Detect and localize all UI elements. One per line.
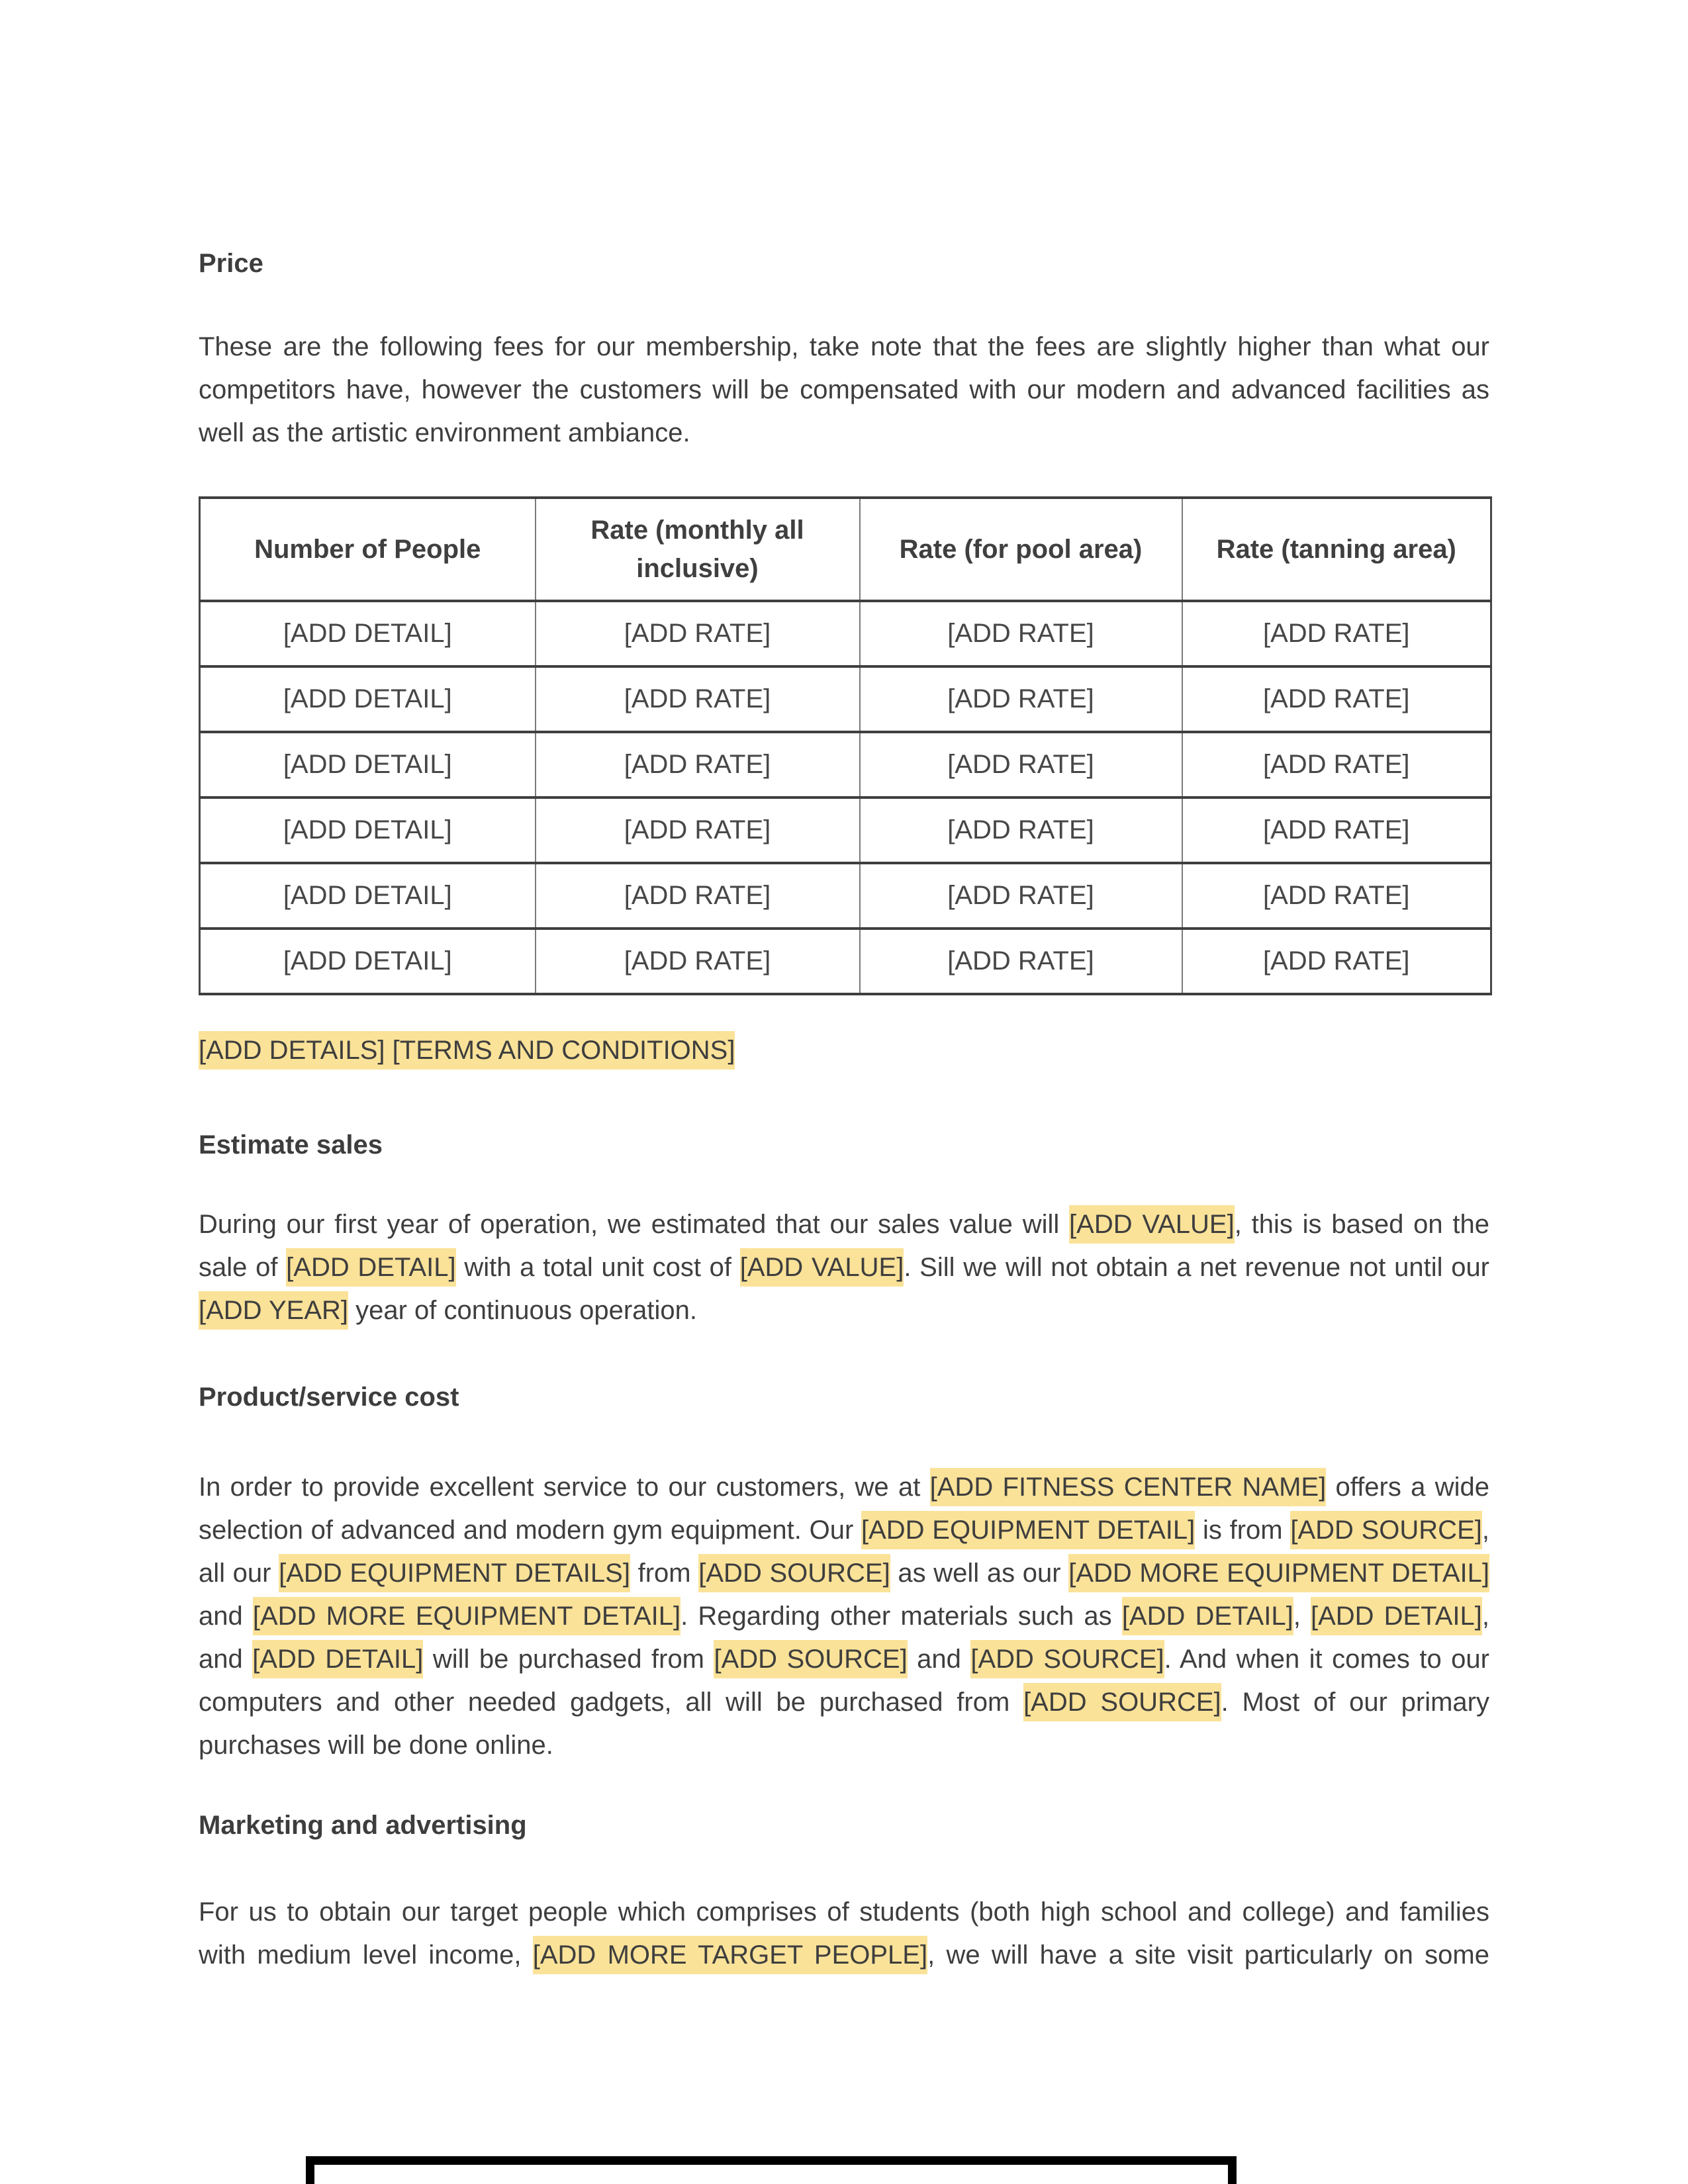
table-cell: [ADD RATE] bbox=[536, 732, 860, 797]
text-segment: is from bbox=[1195, 1516, 1291, 1545]
highlighted-placeholder: [ADD MORE TARGET PEOPLE] bbox=[533, 1936, 927, 1974]
text-segment: , and bbox=[199, 1602, 1489, 1674]
text-segment: and bbox=[907, 1645, 971, 1674]
table-cell: [ADD RATE] bbox=[860, 929, 1182, 994]
table-row bbox=[200, 666, 1491, 732]
highlighted-placeholder: [ADD SOURCE] bbox=[714, 1640, 907, 1678]
table-cell: [ADD RATE] bbox=[1182, 666, 1491, 732]
highlighted-placeholder: [ADD DETAILS] [TERMS AND CONDITIONS] bbox=[199, 1031, 735, 1069]
text-segment: year of continuous operation. bbox=[348, 1296, 698, 1325]
text-segment: . Most of our primary purchases will be done online. bbox=[199, 1688, 1489, 1760]
text-segment: For us to obtain our target people which comprises of students (both high school and college) and families with medium level income, bbox=[199, 1897, 1489, 1970]
column-header-number-of-people: Number of People bbox=[200, 498, 536, 601]
product-service-cost-heading: Product/service cost bbox=[199, 1383, 459, 1412]
highlighted-placeholder: [ADD MORE EQUIPMENT DETAIL] bbox=[1068, 1554, 1489, 1592]
estimate-sales-paragraph bbox=[199, 1203, 1489, 1332]
highlighted-placeholder: [ADD VALUE] bbox=[740, 1248, 904, 1287]
estimate-sales-heading: Estimate sales bbox=[199, 1130, 383, 1160]
highlighted-placeholder: [ADD VALUE] bbox=[1069, 1205, 1235, 1244]
highlighted-placeholder: [ADD MORE EQUIPMENT DETAIL] bbox=[253, 1597, 680, 1635]
highlighted-placeholder: [ADD EQUIPMENT DETAIL] bbox=[861, 1511, 1195, 1549]
table-cell: [ADD RATE] bbox=[860, 601, 1182, 666]
text-segment: , bbox=[1293, 1602, 1311, 1631]
marketing-advertising-paragraph bbox=[199, 1891, 1489, 1977]
price-heading: Price bbox=[199, 249, 263, 278]
highlighted-placeholder: [ADD EQUIPMENT DETAILS] bbox=[279, 1554, 630, 1592]
table-cell: [ADD DETAIL] bbox=[200, 797, 536, 863]
table-cell: [ADD RATE] bbox=[860, 732, 1182, 797]
highlighted-placeholder: [ADD YEAR] bbox=[199, 1291, 348, 1330]
highlighted-placeholder: [ADD DETAIL] bbox=[252, 1640, 423, 1678]
membership-fees-table bbox=[199, 496, 1492, 995]
product-service-cost-paragraph bbox=[199, 1466, 1489, 1767]
table-cell: [ADD RATE] bbox=[1182, 863, 1491, 929]
table-cell: [ADD RATE] bbox=[860, 863, 1182, 929]
text-segment: . Regarding other materials such as bbox=[680, 1602, 1122, 1631]
table-cell: [ADD RATE] bbox=[536, 797, 860, 863]
highlighted-placeholder: [ADD DETAIL] bbox=[1122, 1597, 1293, 1635]
text-segment: from bbox=[630, 1559, 699, 1588]
text-segment: In order to provide excellent service to our customers, we at bbox=[199, 1473, 930, 1502]
table-header-row bbox=[200, 498, 1491, 601]
highlighted-placeholder: [ADD DETAIL] bbox=[1311, 1597, 1482, 1635]
highlighted-placeholder: [ADD SOURCE] bbox=[1290, 1511, 1482, 1549]
text-segment: will be purchased from bbox=[423, 1645, 714, 1674]
highlighted-placeholder: [ADD DETAIL] bbox=[286, 1248, 455, 1287]
text-segment: , this is based on the sale of bbox=[199, 1210, 1489, 1282]
highlighted-placeholder: [ADD SOURCE] bbox=[970, 1640, 1164, 1678]
table-row bbox=[200, 797, 1491, 863]
highlighted-placeholder: [ADD FITNESS CENTER NAME] bbox=[930, 1468, 1327, 1506]
table-cell: [ADD RATE] bbox=[536, 601, 860, 666]
text-segment: During our first year of operation, we estimated that our sales value will bbox=[199, 1210, 1070, 1239]
column-header-rate-monthly: Rate (monthly all inclusive) bbox=[536, 498, 860, 601]
table-cell: [ADD DETAIL] bbox=[200, 601, 536, 666]
highlighted-placeholder: [ADD SOURCE] bbox=[698, 1554, 890, 1592]
table-row bbox=[200, 929, 1491, 994]
text-segment: . And when it comes to our computers and other needed gadgets, all will be purchased from bbox=[199, 1645, 1489, 1717]
table-body bbox=[200, 601, 1491, 994]
table-cell: [ADD RATE] bbox=[1182, 797, 1491, 863]
table-cell: [ADD RATE] bbox=[1182, 929, 1491, 994]
table-cell: [ADD DETAIL] bbox=[200, 732, 536, 797]
text-segment: , we will have a site visit particularly on some bbox=[927, 1940, 1489, 1970]
text-segment: with a total unit cost of bbox=[455, 1253, 740, 1282]
table-cell: [ADD RATE] bbox=[536, 929, 860, 994]
table-row bbox=[200, 863, 1491, 929]
table-row bbox=[200, 601, 1491, 666]
column-header-rate-tanning: Rate (tanning area) bbox=[1182, 498, 1491, 601]
text-segment: These are the following fees for our membership, take note that the fees are slightly higher than what our competitors have, however the customers will be compensated with our modern and advanced facilities as well as the artistic environment ambiance. bbox=[199, 332, 1489, 447]
text-segment: offers a wide selection of advanced and modern gym equipment. Our bbox=[199, 1473, 1490, 1545]
terms-and-conditions-note bbox=[199, 1029, 1489, 1072]
table-cell: [ADD DETAIL] bbox=[200, 929, 536, 994]
table-cell: [ADD RATE] bbox=[1182, 732, 1491, 797]
marketing-advertising-heading: Marketing and advertising bbox=[199, 1811, 527, 1840]
table-cell: [ADD RATE] bbox=[860, 797, 1182, 863]
highlighted-placeholder: [ADD SOURCE] bbox=[1023, 1683, 1221, 1721]
table-cell: [ADD DETAIL] bbox=[200, 863, 536, 929]
table-cell: [ADD RATE] bbox=[536, 863, 860, 929]
table-row bbox=[200, 732, 1491, 797]
table-cell: [ADD RATE] bbox=[1182, 601, 1491, 666]
clipped-framed-box bbox=[306, 2156, 1237, 2184]
text-segment: as well as our bbox=[890, 1559, 1069, 1588]
text-segment: and bbox=[199, 1602, 253, 1631]
table-cell: [ADD RATE] bbox=[536, 666, 860, 732]
price-intro-paragraph bbox=[199, 326, 1489, 455]
text-segment: , all our bbox=[199, 1516, 1489, 1588]
column-header-rate-pool: Rate (for pool area) bbox=[860, 498, 1182, 601]
text-segment: . Sill we will not obtain a net revenue not until our bbox=[904, 1253, 1490, 1282]
table-cell: [ADD DETAIL] bbox=[200, 666, 536, 732]
table-cell: [ADD RATE] bbox=[860, 666, 1182, 732]
